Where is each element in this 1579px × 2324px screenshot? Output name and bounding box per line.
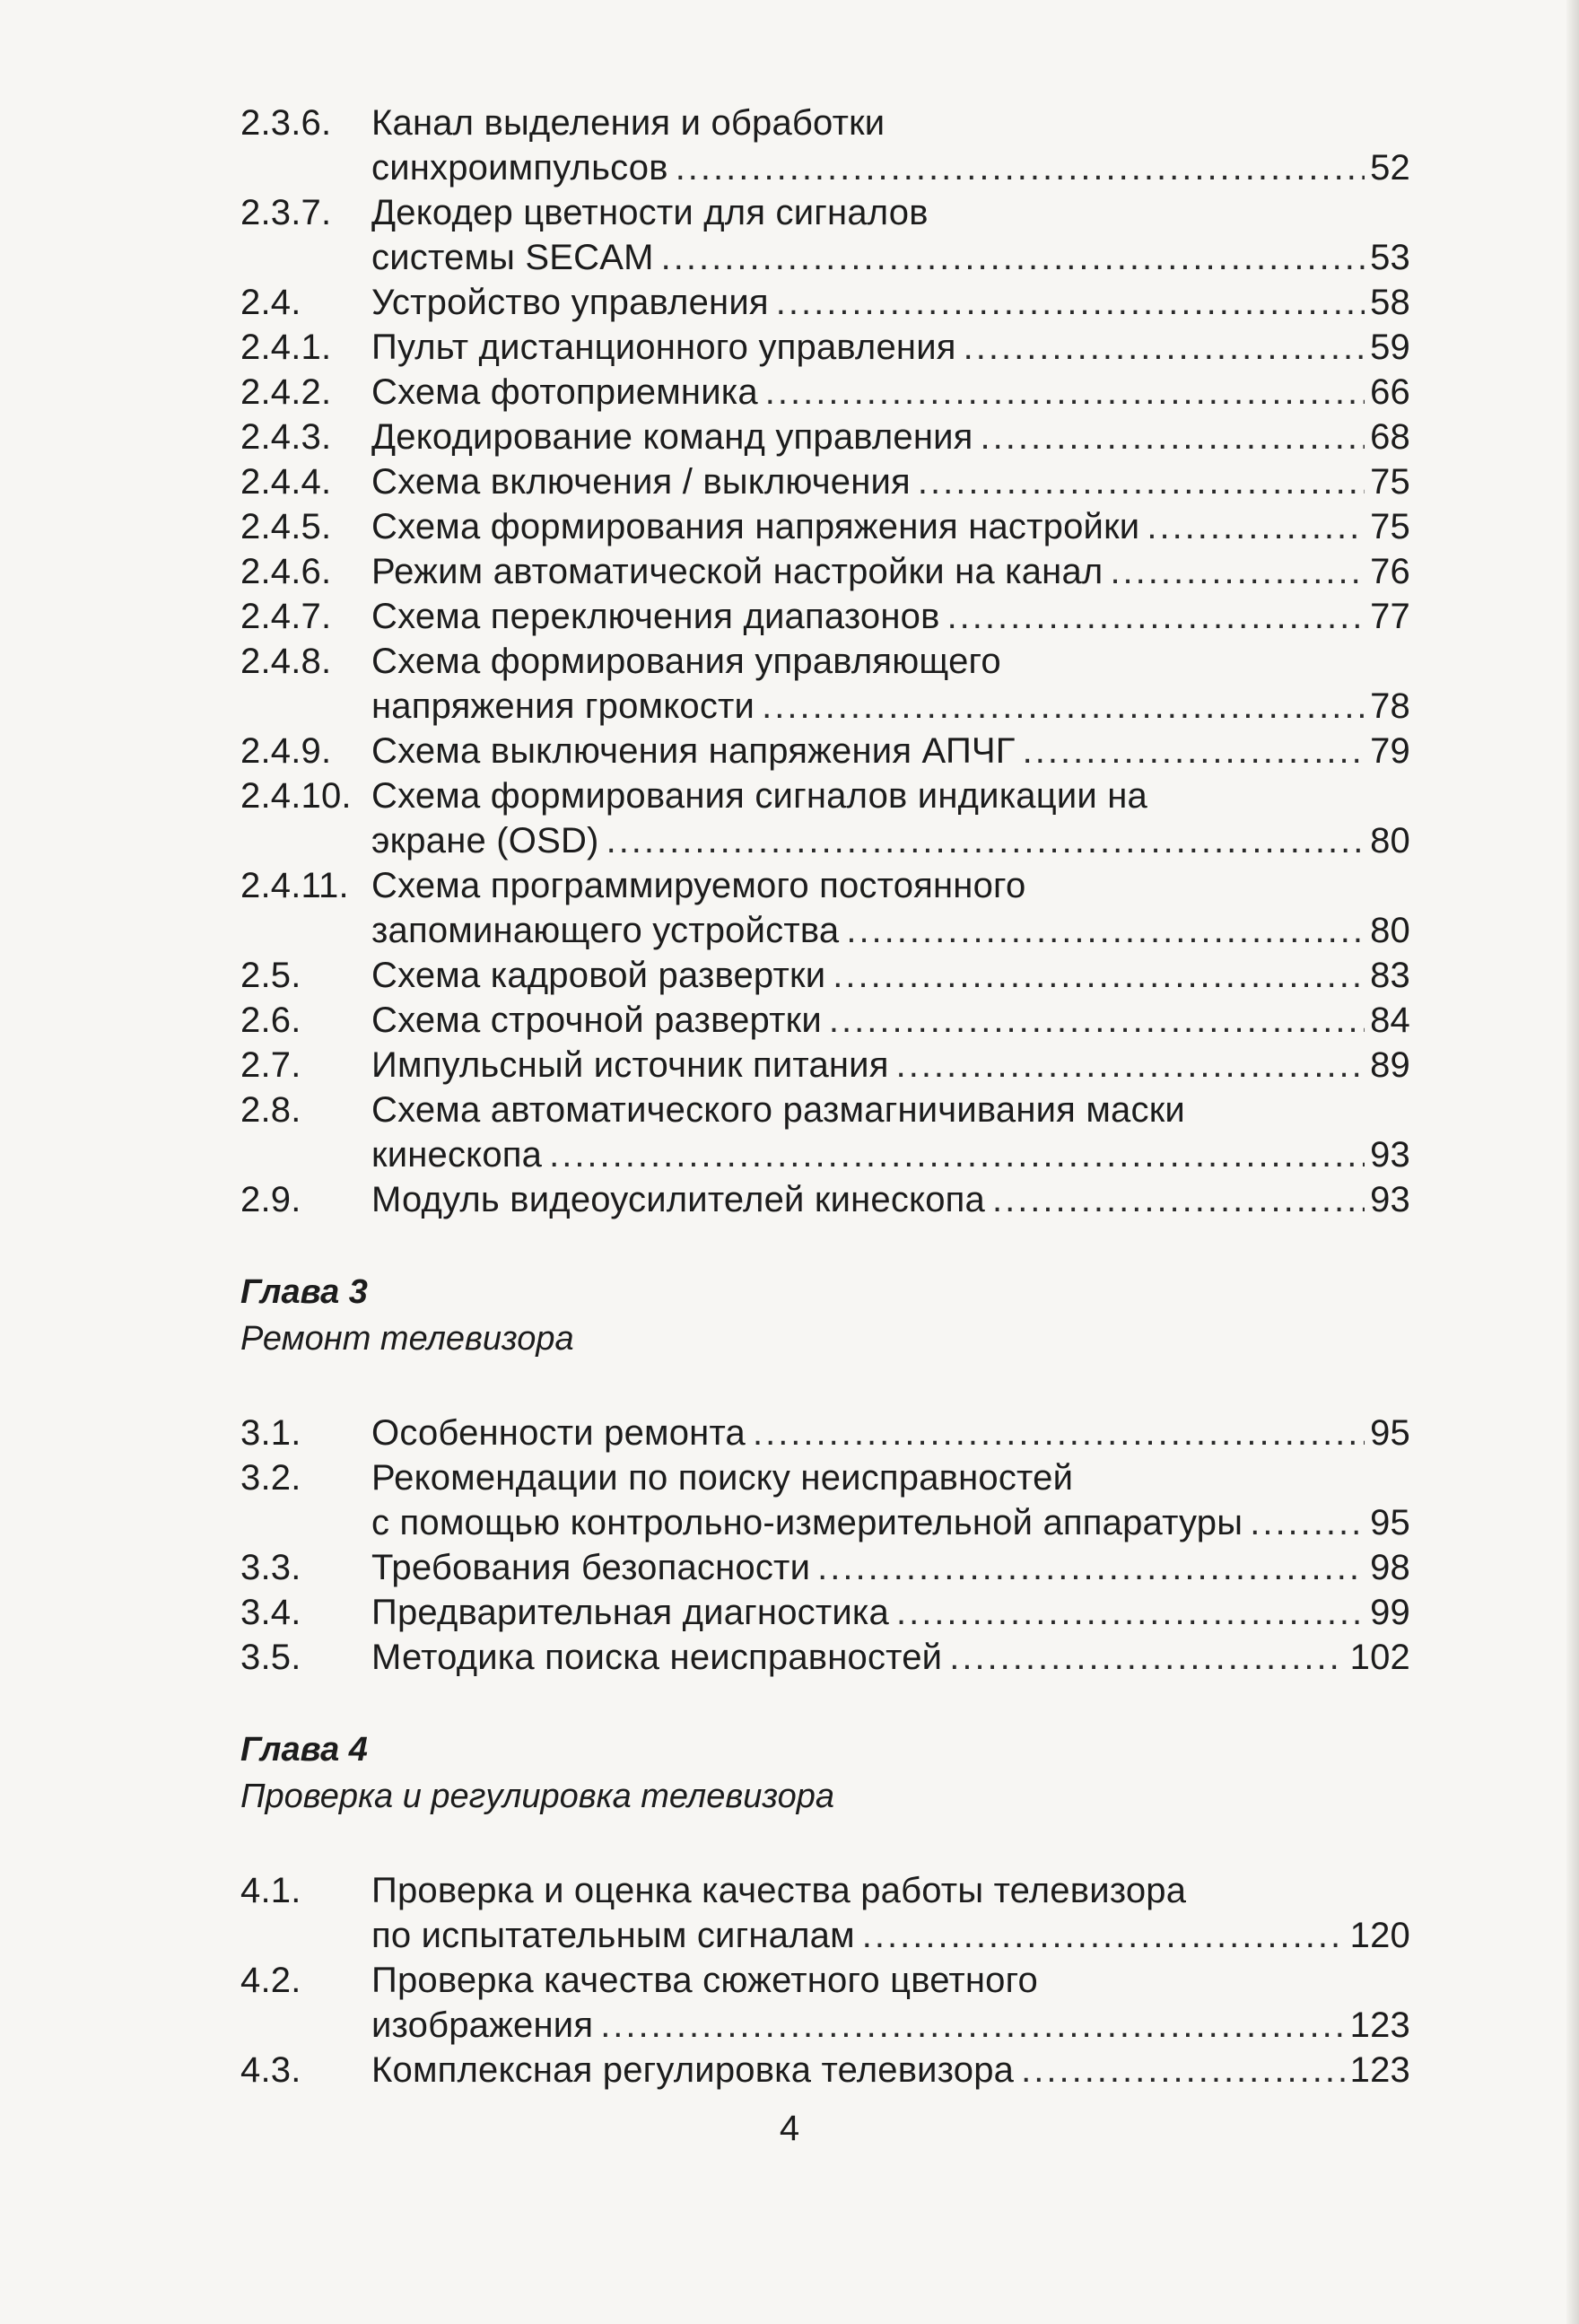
toc-entry-title: Схема формирования напряжения настройки bbox=[371, 507, 1140, 546]
toc-entry-number: 4.2. bbox=[240, 1961, 301, 2000]
toc-entry-title: системы SECAM bbox=[371, 238, 654, 277]
chapter-4-title: Проверка и регулировка телевизора bbox=[240, 1778, 834, 1815]
scan-edge bbox=[1566, 0, 1579, 2324]
chapter-3-heading bbox=[240, 1269, 1410, 1362]
dot-leader bbox=[981, 415, 1365, 459]
dot-leader bbox=[947, 594, 1365, 639]
toc-entry-number: 2.4.4. bbox=[240, 462, 332, 502]
toc-entry-title: с помощью контрольно-измерительной аппаратуры bbox=[371, 1503, 1243, 1542]
toc-chapter-3 bbox=[240, 1411, 1410, 1680]
toc-entry-page: 68 bbox=[1370, 417, 1410, 457]
toc-entry-title: Особенности ремонта bbox=[371, 1413, 746, 1453]
toc-entry-title: изображения bbox=[371, 2005, 594, 2045]
toc-entry bbox=[240, 1590, 1410, 1635]
toc-entry-number: 2.6. bbox=[240, 1000, 301, 1040]
toc-entry-title: Проверка и оценка качества работы телевизора bbox=[371, 1871, 1187, 1910]
toc-entry-number: 2.4.1. bbox=[240, 328, 332, 367]
toc-section-2 bbox=[240, 100, 1410, 1222]
toc-entry bbox=[240, 1545, 1410, 1590]
toc-entry-number: 2.3.6. bbox=[240, 103, 332, 143]
dot-leader bbox=[862, 1913, 1345, 1958]
toc-entry-number: 2.4.10. bbox=[240, 776, 352, 816]
dot-leader bbox=[1250, 1500, 1365, 1545]
toc-entry-page: 120 bbox=[1349, 1916, 1410, 1955]
toc-entry-page: 123 bbox=[1349, 2050, 1410, 2090]
toc-chapter-4 bbox=[240, 1868, 1410, 2092]
toc-entry-number: 3.3. bbox=[240, 1548, 301, 1587]
toc-entry-title: Схема программируемого постоянного bbox=[371, 866, 1026, 905]
toc-entry-title: напряжения громкости bbox=[371, 686, 755, 726]
toc-entry bbox=[240, 1958, 1410, 2048]
toc-entry-title: кинескопа bbox=[371, 1135, 543, 1175]
toc-entry bbox=[240, 1868, 1410, 1958]
toc-entry-page: 77 bbox=[1370, 597, 1410, 636]
toc-entry-title: Канал выделения и обработки bbox=[371, 103, 885, 143]
toc-entry bbox=[240, 325, 1410, 370]
dot-leader bbox=[829, 998, 1365, 1043]
toc-entry-title: Методика поиска неисправностей bbox=[371, 1638, 943, 1677]
toc-entry bbox=[240, 863, 1410, 953]
dot-leader bbox=[600, 2003, 1344, 2048]
dot-leader bbox=[992, 1177, 1365, 1222]
toc-entry-title: Комплексная регулировка телевизора bbox=[371, 2050, 1015, 2090]
toc-entry bbox=[240, 998, 1410, 1043]
toc-entry-page: 79 bbox=[1370, 731, 1410, 771]
dot-leader bbox=[1023, 729, 1365, 773]
toc-entry-number: 2.4.6. bbox=[240, 552, 332, 591]
toc-entry-page: 93 bbox=[1370, 1135, 1410, 1175]
toc-entry-title: Предварительная диагностика bbox=[371, 1593, 889, 1632]
toc-entry-number: 2.9. bbox=[240, 1180, 301, 1219]
toc-entry bbox=[240, 1455, 1410, 1545]
chapter-4-label: Глава 4 bbox=[240, 1731, 368, 1769]
dot-leader bbox=[833, 953, 1365, 998]
toc-entry-title: Пульт дистанционного управления bbox=[371, 328, 956, 367]
toc-entry-title: Схема формирования сигналов индикации на bbox=[371, 776, 1147, 816]
toc-entry-page: 75 bbox=[1370, 462, 1410, 502]
toc-entry-title: Требования безопасности bbox=[371, 1548, 811, 1587]
toc-entry-title: Схема включения / выключения bbox=[371, 462, 911, 502]
dot-leader bbox=[817, 1545, 1365, 1590]
toc-entry-page: 83 bbox=[1370, 956, 1410, 995]
toc-entry-title: синхроимпульсов bbox=[371, 148, 668, 188]
toc-entry-number: 3.5. bbox=[240, 1638, 301, 1677]
toc-entry-title: Схема автоматического размагничивания маски bbox=[371, 1090, 1185, 1130]
toc-entry bbox=[240, 594, 1410, 639]
toc-entry-number: 3.2. bbox=[240, 1458, 301, 1498]
dot-leader bbox=[549, 1132, 1365, 1177]
toc-entry bbox=[240, 415, 1410, 459]
dot-leader bbox=[606, 818, 1365, 863]
toc-entry-number: 2.5. bbox=[240, 956, 301, 995]
toc-entry-title: Устройство управления bbox=[371, 283, 769, 322]
toc-entry bbox=[240, 1635, 1410, 1680]
toc-entry-page: 80 bbox=[1370, 911, 1410, 950]
toc-entry-page: 89 bbox=[1370, 1045, 1410, 1085]
toc-entry-page: 76 bbox=[1370, 552, 1410, 591]
dot-leader bbox=[753, 1411, 1365, 1455]
toc-entry-page: 123 bbox=[1349, 2005, 1410, 2045]
toc-entry-title: Схема выключения напряжения АПЧГ bbox=[371, 731, 1016, 771]
toc-entry-title: Режим автоматической настройки на канал bbox=[371, 552, 1104, 591]
dot-leader bbox=[896, 1590, 1365, 1635]
toc-entry-number: 2.4.7. bbox=[240, 597, 332, 636]
toc-entry bbox=[240, 549, 1410, 594]
dot-leader bbox=[1110, 549, 1365, 594]
toc-entry bbox=[240, 639, 1410, 729]
toc-entry-number: 2.4.5. bbox=[240, 507, 332, 546]
toc-entry-page: 80 bbox=[1370, 821, 1410, 861]
table-of-contents bbox=[240, 100, 1410, 2092]
toc-entry bbox=[240, 2048, 1410, 2092]
toc-entry-title: по испытательным сигналам bbox=[371, 1916, 855, 1955]
toc-entry-title: Импульсный источник питания bbox=[371, 1045, 889, 1085]
toc-entry-number: 2.7. bbox=[240, 1045, 301, 1085]
toc-entry-number: 2.4. bbox=[240, 283, 301, 322]
toc-entry bbox=[240, 773, 1410, 863]
toc-entry-page: 75 bbox=[1370, 507, 1410, 546]
toc-entry-title: Декодирование команд управления bbox=[371, 417, 973, 457]
toc-entry-page: 95 bbox=[1370, 1503, 1410, 1542]
toc-entry-number: 4.3. bbox=[240, 2050, 301, 2090]
toc-entry bbox=[240, 1088, 1410, 1177]
toc-entry-page: 98 bbox=[1370, 1548, 1410, 1587]
chapter-3-label: Глава 3 bbox=[240, 1273, 368, 1311]
toc-entry-page: 84 bbox=[1370, 1000, 1410, 1040]
toc-entry-number: 2.4.8. bbox=[240, 642, 332, 681]
toc-entry-title: Декодер цветности для сигналов bbox=[371, 193, 929, 232]
toc-entry-page: 58 bbox=[1370, 283, 1410, 322]
toc-entry-page: 59 bbox=[1370, 328, 1410, 367]
dot-leader bbox=[661, 235, 1365, 280]
toc-entry-number: 2.4.3. bbox=[240, 417, 332, 457]
toc-entry-number: 4.1. bbox=[240, 1871, 301, 1910]
toc-entry-title: экране (OSD) bbox=[371, 821, 599, 861]
toc-entry-page: 53 bbox=[1370, 238, 1410, 277]
toc-entry-number: 2.4.2. bbox=[240, 372, 332, 412]
toc-entry bbox=[240, 100, 1410, 190]
toc-entry bbox=[240, 459, 1410, 504]
dot-leader bbox=[1147, 504, 1365, 549]
dot-leader bbox=[762, 684, 1365, 729]
toc-entry-page: 102 bbox=[1349, 1638, 1410, 1677]
dot-leader bbox=[765, 370, 1365, 415]
dot-leader bbox=[964, 325, 1365, 370]
dot-leader bbox=[918, 459, 1365, 504]
toc-entry-page: 66 bbox=[1370, 372, 1410, 412]
toc-entry-title: Схема фотоприемника bbox=[371, 372, 758, 412]
dot-leader bbox=[1021, 2048, 1345, 2092]
toc-entry-title: Схема формирования управляющего bbox=[371, 642, 1001, 681]
chapter-3-title: Ремонт телевизора bbox=[240, 1320, 574, 1358]
toc-entry-page: 52 bbox=[1370, 148, 1410, 188]
toc-entry-page: 93 bbox=[1370, 1180, 1410, 1219]
dot-leader bbox=[776, 280, 1365, 325]
toc-entry-title: Схема строчной развертки bbox=[371, 1000, 822, 1040]
page-number: 4 bbox=[779, 2109, 800, 2148]
dot-leader bbox=[676, 145, 1365, 190]
toc-entry-number: 2.4.9. bbox=[240, 731, 332, 771]
toc-entry bbox=[240, 953, 1410, 998]
toc-entry bbox=[240, 190, 1410, 280]
toc-entry bbox=[240, 1411, 1410, 1455]
toc-entry-number: 2.4.11. bbox=[240, 866, 349, 905]
toc-entry-title: Схема кадровой развертки bbox=[371, 956, 826, 995]
toc-entry bbox=[240, 1177, 1410, 1222]
toc-entry-number: 2.3.7. bbox=[240, 193, 332, 232]
toc-entry-page: 95 bbox=[1370, 1413, 1410, 1453]
dot-leader bbox=[846, 908, 1365, 953]
toc-entry bbox=[240, 729, 1410, 773]
toc-entry bbox=[240, 370, 1410, 415]
toc-entry-title: Рекомендации по поиску неисправностей bbox=[371, 1458, 1074, 1498]
toc-entry-number: 3.1. bbox=[240, 1413, 301, 1453]
dot-leader bbox=[896, 1043, 1365, 1088]
toc-entry-title: запоминающего устройства bbox=[371, 911, 840, 950]
dot-leader bbox=[949, 1635, 1344, 1680]
toc-entry-title: Проверка качества сюжетного цветного bbox=[371, 1961, 1038, 2000]
toc-entry-number: 2.8. bbox=[240, 1090, 301, 1130]
toc-entry bbox=[240, 504, 1410, 549]
chapter-4-heading bbox=[240, 1726, 1410, 1820]
toc-entry-page: 78 bbox=[1370, 686, 1410, 726]
toc-entry-page: 99 bbox=[1370, 1593, 1410, 1632]
toc-entry bbox=[240, 280, 1410, 325]
toc-entry-title: Схема переключения диапазонов bbox=[371, 597, 940, 636]
toc-entry-title: Модуль видеоусилителей кинескопа bbox=[371, 1180, 985, 1219]
toc-entry bbox=[240, 1043, 1410, 1088]
toc-entry-number: 3.4. bbox=[240, 1593, 301, 1632]
